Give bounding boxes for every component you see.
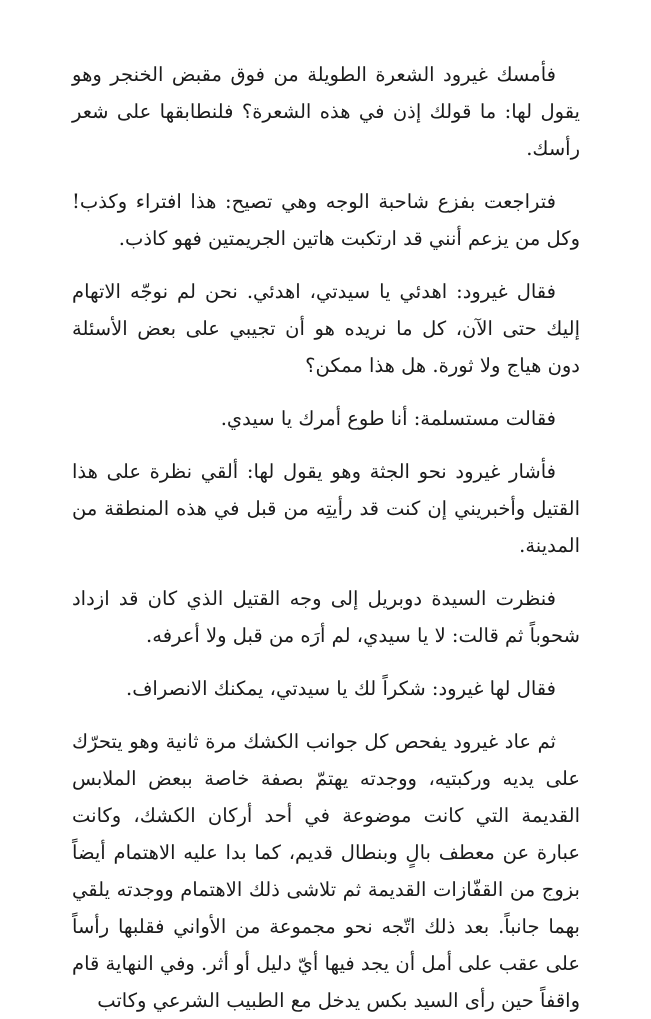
paragraph-5: فأشار غيرود نحو الجثة وهو يقول لها: ألقي نظرة على هذا القتيل وأخبريني إن كنت قد رأيتِه من قبل في هذه المنطقة من المدينة. xyxy=(72,460,580,557)
paragraph-1: فأمسك غيرود الشعرة الطويلة من فوق مقبض الخنجر وهو يقول لها: ما قولك إذن في هذه الشعرة؟ فلنطابقها على شعر رأسك. xyxy=(72,63,580,160)
paragraph-8: ثم عاد غيرود يفحص كل جوانب الكشك مرة ثانية وهو يتحرّك على يديه وركبتيه، ووجدته يهتمّ بصفة خاصة ببعض الملابس القديمة التي كانت موضوعة في أحد أركان الكشك، وكانت عبارة عن معطف بالٍ وبنطال قديم، كما بدا عليه الاهتمام أيضاً بزوج من القفّازات القديمة ثم تلاشى ذلك الاهتمام ووجدته يلقي بهما جانباً. بعد ذلك اتّجه نحو مجموعة من الأواني فقلبها رأساً على عقب على أمل أن يجد فيها أيّ دليل أو أثر. وفي النهاية قام واقفاً حين رأى السيد بكس يدخل مع الطبيب الشرعي وكاتب xyxy=(72,730,580,1012)
paragraph-3: فقال غيرود: اهدئي يا سيدتي، اهدئي. نحن لم نوجّه الاتهام إليك حتى الآن، كل ما نريده هو أن تجيبي على بعض الأسئلة دون هياج ولا ثورة. هل هذا ممكن؟ xyxy=(72,280,580,377)
paragraph-2: فتراجعت بفزع شاحبة الوجه وهي تصيح: هذا افتراء وكذب! وكل من يزعم أنني قد ارتكبت هاتين الجريمتين فهو كاذب. xyxy=(72,190,580,250)
paragraph-6: فنظرت السيدة دوبريل إلى وجه القتيل الذي كان قد ازداد شحوباً ثم قالت: لا يا سيدي، لم أرَه من قبل ولا أعرفه. xyxy=(72,587,580,647)
paragraph-7: فقال لها غيرود: شكراً لك يا سيدتي، يمكنك الانصراف. xyxy=(126,677,556,700)
book-page-text xyxy=(72,56,580,1019)
paragraph-4: فقالت مستسلمة: أنا طوع أمرك يا سيدي. xyxy=(220,407,556,430)
